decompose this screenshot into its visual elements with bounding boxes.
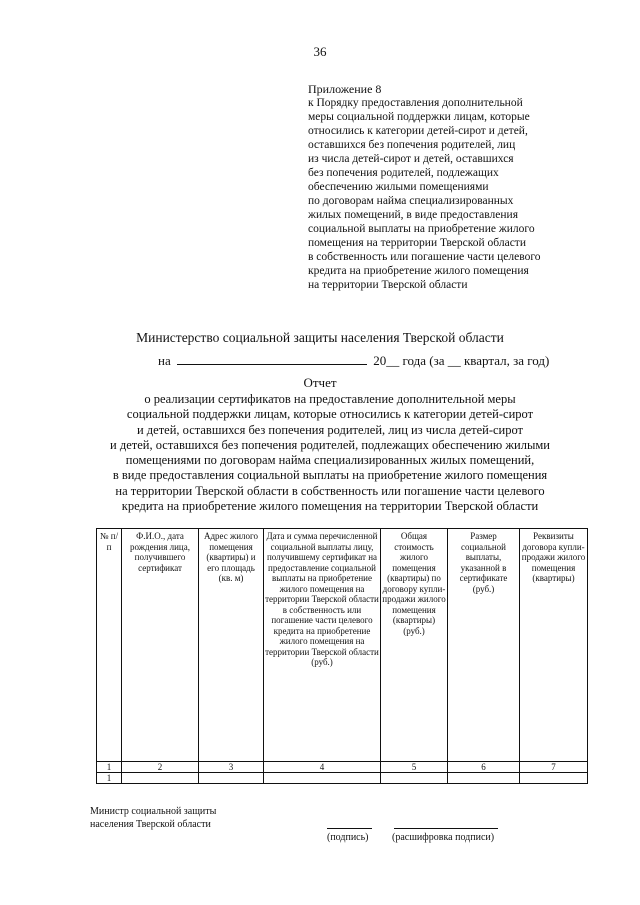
- signature-decode-line: [394, 828, 498, 829]
- table-cell: 1: [97, 773, 122, 784]
- appendix-line: жилых помещений, в виде предоставления: [308, 209, 518, 221]
- appendix-line: по договорам найма специализированных: [308, 195, 514, 207]
- table-cell: [448, 773, 520, 784]
- header-cell: Адрес жилого помещения (квартиры) и его площадь (кв. м): [199, 529, 264, 762]
- appendix-line: на территории Тверской области: [308, 279, 468, 291]
- period-suffix: 20__ года (за __ квартал, за год): [373, 353, 550, 368]
- report-desc-line: социальной поддержки лицам, которые относились к категории детей-сирот: [126, 407, 534, 422]
- appendix-line: оставшихся без попечения родителей, лиц: [308, 139, 516, 151]
- report-desc-line: кредита на приобретение жилого помещения на территории Тверской области: [121, 499, 539, 514]
- report-desc-line: помещениями по договорам найма специализированных жилых помещений,: [125, 453, 535, 468]
- period-prefix: на: [158, 353, 171, 368]
- column-number: 6: [448, 762, 520, 773]
- appendix-line: меры социальной поддержки лицам, которые: [308, 111, 530, 123]
- report-desc-line: и детей, оставшихся без попечения родителей, подлежащих обеспечению жилыми: [110, 437, 550, 452]
- appendix-title: Приложение 8: [308, 82, 382, 96]
- appendix-line: обеспечению жилыми помещениями: [308, 181, 489, 193]
- table-cell: [264, 773, 381, 784]
- column-number: 4: [264, 762, 381, 773]
- report-title: Отчет: [303, 375, 337, 390]
- signature-label: (подпись): [327, 832, 369, 843]
- appendix-line: социальной выплаты на приобретение жилого: [308, 223, 535, 235]
- page-number: 36: [313, 44, 327, 59]
- header-cell: № п/п: [97, 529, 122, 762]
- appendix-line: без попечения родителей, подлежащих: [308, 167, 499, 179]
- signature-decode-label: (расшифровка подписи): [392, 832, 495, 843]
- column-number: 5: [381, 762, 448, 773]
- column-number: 2: [122, 762, 199, 773]
- signer-line: населения Тверской области: [90, 819, 211, 830]
- header-cell: Общая стоимость жилого помещения (квартиры) по договору купли-продажи жилого помещения (квартиры) (руб.): [381, 529, 448, 762]
- signature-line: [327, 828, 372, 829]
- table-cell: [381, 773, 448, 784]
- report-desc-line: в виде предоставления социальной выплаты на приобретение жилого помещения: [112, 468, 548, 483]
- signer-title: [90, 805, 216, 831]
- appendix-line: в собственность или погашение части целевого: [308, 251, 541, 263]
- ministry-heading: Министерство социальной защиты населения Тверской области: [136, 330, 504, 345]
- report-desc-line: на территории Тверской области в собственность или погашение части целевого: [115, 483, 545, 498]
- appendix-line: кредита на приобретение жилого помещения: [308, 265, 529, 277]
- appendix-line: к Порядку предоставления дополнительной: [308, 97, 523, 109]
- signer-line: Министр социальной защиты: [90, 806, 217, 817]
- appendix-block: [308, 82, 608, 292]
- appendix-line: из числа детей-сирот и детей, оставшихся: [308, 153, 514, 165]
- column-number: 7: [520, 762, 588, 773]
- appendix-line: относились к категории детей-сирот и детей,: [308, 125, 528, 137]
- table-cell: [122, 773, 199, 784]
- header-cell: Размер социальной выплаты, указанной в сертификате (руб.): [448, 529, 520, 762]
- header-cell: Реквизиты договора купли-продажи жилого помещения (квартиры): [520, 529, 588, 762]
- report-desc-line: и детей, оставшихся без попечения родителей, лиц из числа детей-сирот: [136, 422, 524, 437]
- table-cell: [520, 773, 588, 784]
- table-row: [97, 773, 588, 784]
- report-description: [100, 392, 560, 514]
- column-number: 1: [97, 762, 122, 773]
- header-cell: Дата и сумма перечисленной социальной выплаты лицу, получившему сертификат на предоставление социальной выплаты на приобретение жилого помещения на территории Тверской области в собственность или погашение части целевого кредита на приобретение жилого помещения на территории Тверской области (руб.): [264, 529, 381, 762]
- header-cell: Ф.И.О., дата рождения лица, получившего сертификат: [122, 529, 199, 762]
- table-cell: [199, 773, 264, 784]
- column-number-row: [97, 762, 588, 773]
- report-desc-line: о реализации сертификатов на предоставление дополнительной меры: [144, 392, 516, 406]
- report-period: [158, 353, 549, 369]
- appendix-line: помещения на территории Тверской области: [308, 237, 526, 249]
- period-blank-line[interactable]: [177, 353, 367, 365]
- table-header-row: [97, 529, 588, 762]
- column-number: 3: [199, 762, 264, 773]
- report-table: [96, 528, 588, 784]
